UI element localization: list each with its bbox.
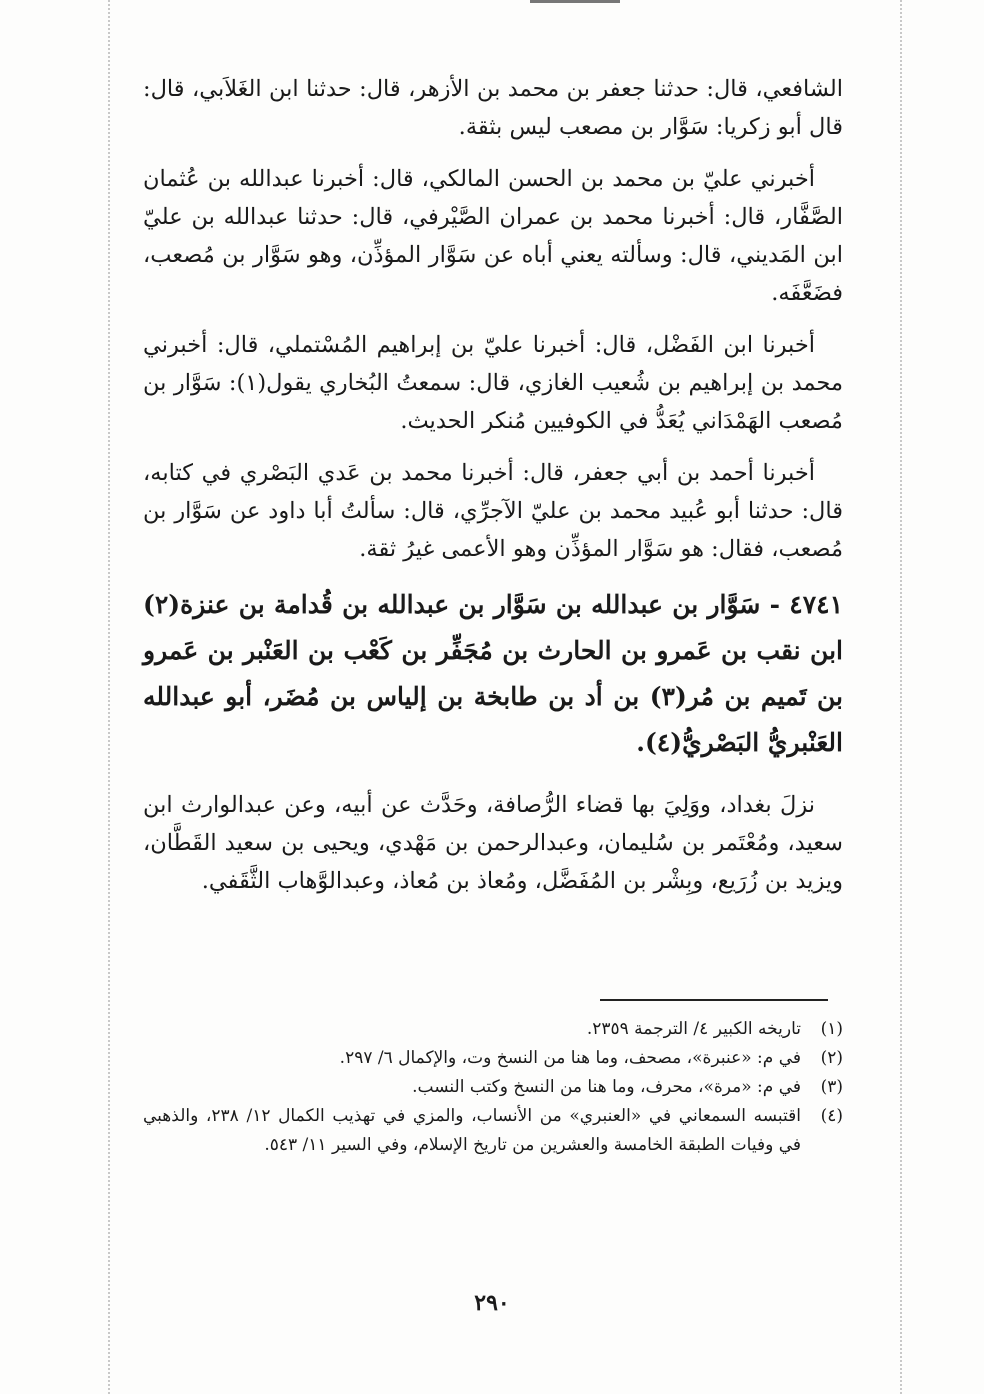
footnote-separator [600, 999, 828, 1001]
paragraph-5: نزلَ بغداد، ووَلِيَ بها قضاء الرُّصافة، وحَدَّث عن أبيه، وعن عبدالوارث ابن سعيد، ومُعْتَمر بن سُليمان، وعبدالرحمن بن مَهْدي، ويحيى بن سعيد القَطَّان، ويزيد بن زُرَيع، وبِشْر بن المُفَضَّل، ومُعاذ بن مُعاذ، وعبدالوَّهاب الثَّقَفي. [143, 792, 843, 894]
paragraph-2: أخبرني عليّ بن محمد بن الحسن المالكي، قال: أخبرنا عبدالله بن عُثمان الصَّفَّار، قال: أخبرنا محمد بن عمران الصَّيْرفي، قال: حدثنا عبدالله بن عليّ ابن المَديني، قال: وسألته يعني أباه عن سَوَّار المؤذِّن، وهو سَوَّار بن مُصعب، فضَعَّفَه. [143, 166, 843, 306]
page-number: ٢٩٠ [474, 1290, 510, 1316]
footnote [143, 1044, 843, 1073]
footnote-text: في م: «عنبرة»، مصحف، وما هنا من النسخ وت، والإكمال ٦/ ٢٩٧. [339, 1048, 801, 1068]
footnote [143, 1073, 843, 1102]
footnote-text: اقتبسه السمعاني في «العنبري» من الأنساب، والمزي في تهذيب الكمال ١٢/ ٢٣٨، والذهبي في وفيات الطبقة الخامسة والعشرين من تاريخ الإسلام، وفي السير ١١/ ٥٤٣. [143, 1106, 801, 1155]
footnote-number: (١) [820, 1019, 843, 1039]
left-margin-dots [108, 0, 110, 1394]
biography-entry-heading: ٤٧٤١ - سَوَّار بن عبدالله بن سَوَّار بن عبدالله بن قُدامة بن عنزة(٢) ابن نقب بن عَمرو بن الحارث بن مُجَفِّر بن كَعْب بن العَنْبر بن عَمرو بن تَميم بن مُر(٣) بن أد بن طابخة بن إلياس بن مُضَر، أبو عبدالله العَنْبريُّ البَصْريُّ(٤). [143, 590, 844, 757]
footnote [143, 1015, 843, 1044]
footnotes [143, 1015, 843, 1160]
footnote-text: تاريخه الكبير ٤/ الترجمة ٢٣٥٩. [586, 1019, 801, 1039]
paragraph-1: الشافعي، قال: حدثنا جعفر بن محمد بن الأزهر، قال: حدثنا ابن الغَلاَبي، قال: قال أبو زكريا: سَوَّار بن مصعب ليس بثقة. [143, 76, 843, 140]
right-margin-dots [900, 0, 902, 1394]
footnote-number: (٤) [820, 1106, 843, 1126]
paragraph-3: أخبرنا ابن الفَضْل، قال: أخبرنا عليّ بن إبراهيم المُسْتملي، قال: أخبرني محمد بن إبراهيم بن شُعيب الغازي، قال: سمعتُ البُخاري يقول(١): سَوَّار بن مُصعب الهَمْدَاني يُعَدُّ في الكوفيين مُنكر الحديث. [143, 332, 843, 434]
scan-artifact-line [530, 0, 620, 3]
paragraph-4: أخبرنا أحمد بن أبي جعفر، قال: أخبرنا محمد بن عَدي البَصْري في كتابه، قال: حدثنا أبو عُبيد محمد بن عليّ الآجرِّي، قال: سألتُ أبا داود عن سَوَّار بن مُصعب، فقال: هو سَوَّار المؤذِّن وهو الأعمى غيرُ ثقة. [143, 460, 843, 562]
main-text [143, 70, 843, 914]
footnote-text: في م: «مرة»، محرف، وما هنا من النسخ وكتب النسب. [412, 1077, 801, 1097]
footnote-number: (٣) [820, 1077, 843, 1097]
footnote [143, 1102, 843, 1160]
footnote-number: (٢) [820, 1048, 843, 1068]
